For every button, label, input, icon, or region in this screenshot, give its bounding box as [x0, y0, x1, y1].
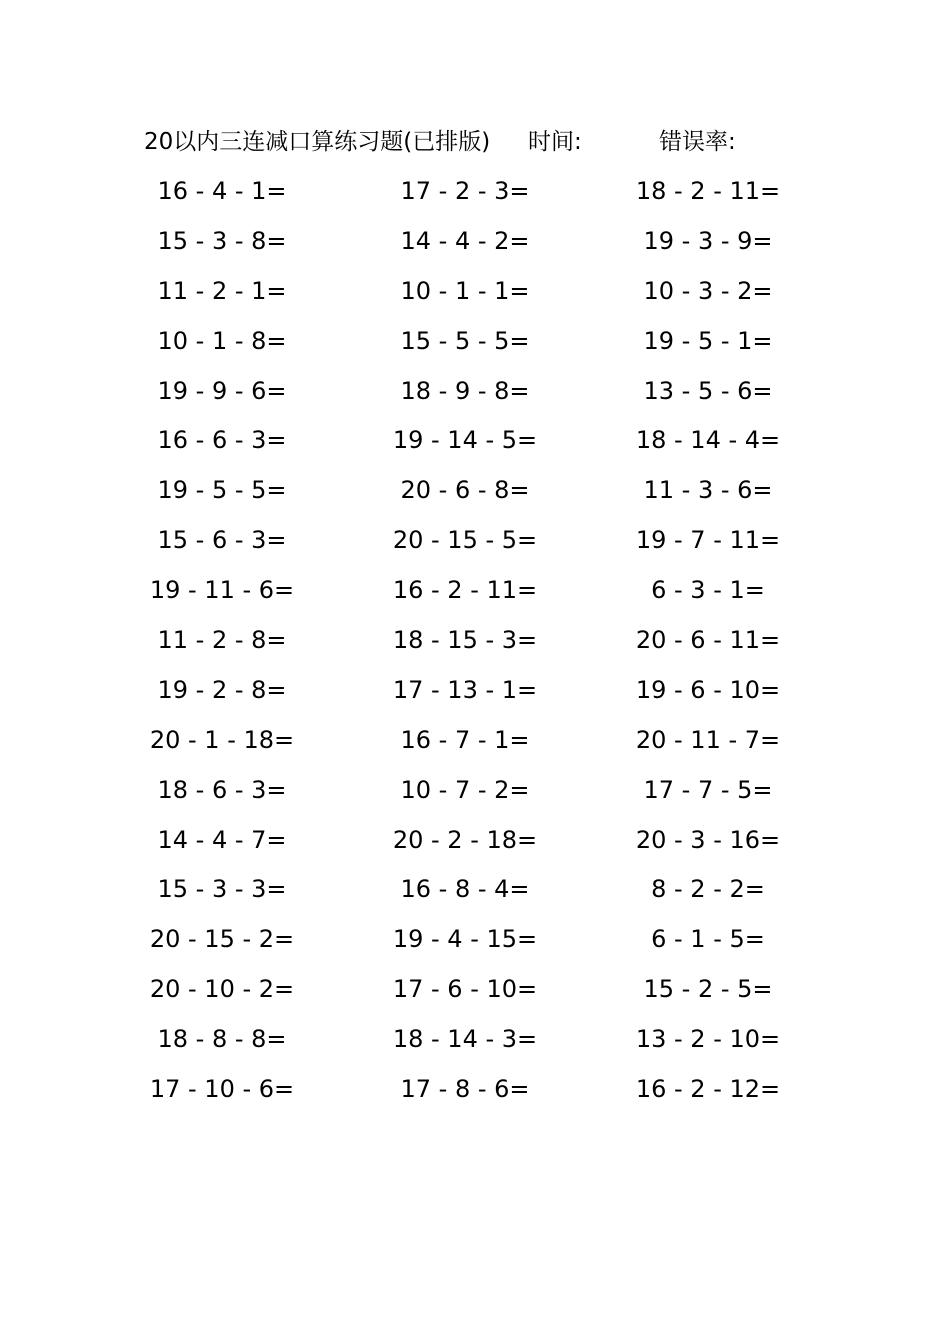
problem-item: 20 - 15 - 2=	[149, 925, 295, 954]
problem-item: 19 - 2 - 8=	[157, 675, 287, 704]
problem-item: 15 - 2 - 5=	[643, 975, 773, 1004]
problem-item: 10 - 3 - 2=	[643, 276, 773, 305]
problem-item: 16 - 2 - 12=	[635, 1075, 781, 1104]
problem-item: 17 - 13 - 1=	[392, 675, 538, 704]
problem-row	[0, 671, 950, 721]
problem-item: 19 - 5 - 1=	[643, 326, 773, 355]
problem-item: 17 - 7 - 5=	[643, 775, 773, 804]
problem-item: 16 - 6 - 3=	[157, 426, 287, 455]
problem-row	[0, 521, 950, 571]
problem-item: 16 - 7 - 1=	[400, 725, 530, 754]
error-rate-label: 错误率:	[659, 129, 736, 155]
problem-item: 19 - 3 - 9=	[643, 226, 773, 255]
problem-item: 18 - 2 - 11=	[635, 177, 781, 205]
problem-item: 17 - 6 - 10=	[392, 975, 538, 1004]
problem-row	[0, 571, 950, 621]
problem-item: 17 - 8 - 6=	[400, 1075, 530, 1104]
problem-item: 18 - 8 - 8=	[157, 1025, 287, 1054]
problem-item: 20 - 11 - 7=	[635, 725, 781, 754]
problem-row	[0, 920, 950, 970]
problem-item: 20 - 6 - 8=	[400, 476, 530, 505]
problem-item: 17 - 2 - 3=	[400, 177, 530, 205]
problem-item: 14 - 4 - 7=	[157, 825, 287, 854]
problem-item: 20 - 6 - 11=	[635, 626, 781, 655]
problem-item: 20 - 1 - 18=	[149, 725, 295, 754]
problem-item: 19 - 11 - 6=	[149, 576, 295, 605]
problem-item: 19 - 9 - 6=	[157, 376, 287, 405]
problem-item: 10 - 1 - 1=	[400, 276, 530, 305]
problem-grid	[0, 172, 950, 1120]
problem-row	[0, 222, 950, 272]
problem-item: 19 - 7 - 11=	[635, 526, 781, 555]
problem-row	[0, 970, 950, 1020]
problem-item: 19 - 14 - 5=	[392, 426, 538, 455]
problem-row	[0, 870, 950, 920]
problem-item: 17 - 10 - 6=	[149, 1075, 295, 1104]
problem-item: 18 - 6 - 3=	[157, 775, 287, 804]
problem-item: 11 - 2 - 1=	[157, 276, 287, 305]
problem-item: 16 - 4 - 1=	[157, 177, 287, 205]
problem-row	[0, 721, 950, 771]
problem-row	[0, 421, 950, 471]
problem-item: 15 - 3 - 8=	[157, 226, 287, 255]
problem-item: 20 - 10 - 2=	[149, 975, 295, 1004]
problem-row	[0, 322, 950, 372]
problem-item: 19 - 4 - 15=	[392, 925, 538, 954]
problem-item: 6 - 1 - 5=	[651, 925, 765, 954]
problem-item: 13 - 5 - 6=	[643, 376, 773, 405]
worksheet-header	[144, 124, 784, 160]
problem-row	[0, 272, 950, 322]
problem-item: 16 - 8 - 4=	[400, 875, 530, 904]
time-label: 时间:	[528, 129, 582, 155]
problem-row	[0, 471, 950, 521]
problem-item: 16 - 2 - 11=	[392, 576, 538, 605]
problem-item: 15 - 6 - 3=	[157, 526, 287, 555]
problem-item: 13 - 2 - 10=	[635, 1025, 781, 1054]
problem-item: 11 - 3 - 6=	[643, 476, 773, 505]
problem-item: 10 - 7 - 2=	[400, 775, 530, 804]
problem-item: 20 - 2 - 18=	[392, 825, 538, 854]
problem-item: 11 - 2 - 8=	[157, 626, 287, 655]
problem-row	[0, 1070, 950, 1120]
problem-item: 18 - 14 - 3=	[392, 1025, 538, 1054]
problem-item: 14 - 4 - 2=	[400, 226, 530, 255]
problem-row	[0, 372, 950, 422]
problem-row	[0, 172, 950, 222]
problem-item: 19 - 6 - 10=	[635, 675, 781, 704]
problem-item: 18 - 9 - 8=	[400, 376, 530, 405]
problem-item: 18 - 15 - 3=	[392, 626, 538, 655]
problem-row	[0, 1020, 950, 1070]
problem-row	[0, 821, 950, 871]
problem-row	[0, 621, 950, 671]
problem-item: 15 - 3 - 3=	[157, 875, 287, 904]
problem-item: 20 - 15 - 5=	[392, 526, 538, 555]
problem-item: 18 - 14 - 4=	[635, 426, 781, 455]
problem-item: 8 - 2 - 2=	[651, 875, 765, 904]
problem-item: 20 - 3 - 16=	[635, 825, 781, 854]
problem-item: 10 - 1 - 8=	[157, 326, 287, 355]
problem-item: 15 - 5 - 5=	[400, 326, 530, 355]
problem-item: 6 - 3 - 1=	[651, 576, 765, 605]
worksheet-title: 20以内三连减口算练习题(已排版)	[144, 129, 491, 155]
problem-item: 19 - 5 - 5=	[157, 476, 287, 505]
problem-row	[0, 771, 950, 821]
